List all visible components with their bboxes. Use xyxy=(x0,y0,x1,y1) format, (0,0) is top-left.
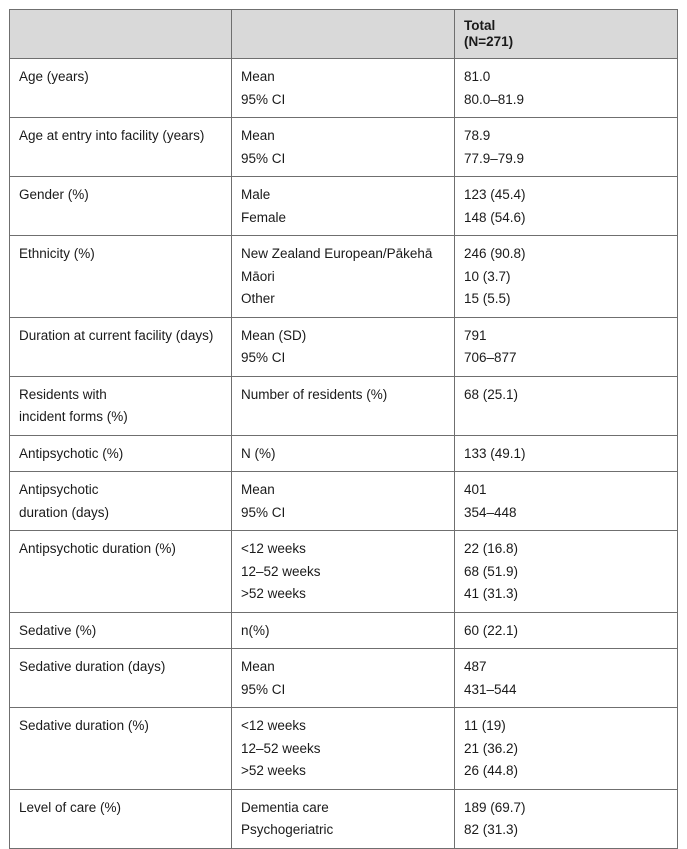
row-label-line: Gender (%) xyxy=(19,187,89,202)
row-measure: 95% CI xyxy=(241,91,286,107)
row-value-cell xyxy=(455,177,678,236)
row-value: 431–544 xyxy=(464,681,517,697)
row-measure-cell xyxy=(232,236,455,318)
row-measure: Female xyxy=(241,209,287,225)
row-value: 15 (5.5) xyxy=(464,291,511,306)
table-row xyxy=(10,317,678,376)
row-label-cell xyxy=(10,376,232,435)
row-value-cell xyxy=(455,236,678,318)
row-label-line: incident forms (%) xyxy=(19,409,128,424)
row-value: 81.0 xyxy=(464,69,491,84)
row-value-cell xyxy=(455,118,678,177)
row-label-cell xyxy=(10,472,232,531)
table-header xyxy=(10,10,678,59)
row-measure-cell xyxy=(232,376,455,435)
row-value: 68 (25.1) xyxy=(464,386,519,402)
row-value: 148 (54.6) xyxy=(464,209,526,225)
row-measure: 95% CI xyxy=(241,150,286,166)
row-measure-cell xyxy=(232,177,455,236)
row-value: 77.9–79.9 xyxy=(464,150,525,166)
table-row xyxy=(10,708,678,790)
row-value-cell xyxy=(455,435,678,472)
row-measure: 12–52 weeks xyxy=(241,740,321,756)
row-label-cell xyxy=(10,118,232,177)
row-measure: Dementia care xyxy=(241,799,329,815)
row-measure: >52 weeks xyxy=(241,763,306,778)
row-label-cell xyxy=(10,789,232,848)
row-measure: 95% CI xyxy=(241,350,286,365)
table-row xyxy=(10,59,678,118)
row-value: 11 (19) xyxy=(464,718,506,733)
row-measure: Psychogeriatric xyxy=(241,822,334,837)
row-label-line: Sedative duration (%) xyxy=(19,718,149,733)
row-label-cell xyxy=(10,435,232,472)
row-label-cell xyxy=(10,177,232,236)
row-measure-cell xyxy=(232,708,455,790)
row-measure-cell xyxy=(232,59,455,118)
row-measure: 95% CI xyxy=(241,504,286,520)
row-label-cell xyxy=(10,649,232,708)
row-value: 246 (90.8) xyxy=(464,246,526,261)
row-label-line: Residents with xyxy=(19,386,107,402)
row-value: 354–448 xyxy=(464,504,517,520)
row-measure-cell xyxy=(232,435,455,472)
table-row xyxy=(10,177,678,236)
row-value: 487 xyxy=(464,659,487,674)
row-label-line: Antipsychotic (%) xyxy=(19,445,124,461)
row-value: 41 (31.3) xyxy=(464,586,519,601)
row-label-cell xyxy=(10,236,232,318)
demographics-table xyxy=(9,9,678,849)
row-measure: <12 weeks xyxy=(241,541,306,556)
row-label-cell xyxy=(10,59,232,118)
row-measure: 12–52 weeks xyxy=(241,563,321,579)
row-measure: Māori xyxy=(241,268,275,284)
table-row xyxy=(10,531,678,613)
row-measure-cell xyxy=(232,649,455,708)
row-measure: New Zealand European/Pākehā xyxy=(241,246,433,261)
row-value: 123 (45.4) xyxy=(464,187,526,202)
row-value: 68 (51.9) xyxy=(464,563,519,579)
row-value: 21 (36.2) xyxy=(464,740,519,756)
row-measure: Number of residents (%) xyxy=(241,386,388,402)
table-row xyxy=(10,376,678,435)
row-value-cell xyxy=(455,376,678,435)
row-label-line: Sedative duration (days) xyxy=(19,659,166,674)
row-value-cell xyxy=(455,317,678,376)
row-value: 78.9 xyxy=(464,128,491,143)
row-value: 706–877 xyxy=(464,350,517,365)
table-row xyxy=(10,118,678,177)
table-row xyxy=(10,435,678,472)
row-measure: Other xyxy=(241,291,275,306)
row-label-line: duration (days) xyxy=(19,504,110,520)
row-value-cell xyxy=(455,612,678,649)
row-measure: 95% CI xyxy=(241,681,286,697)
row-measure-cell xyxy=(232,118,455,177)
row-measure: Mean (SD) xyxy=(241,327,307,343)
table-row xyxy=(10,789,678,848)
row-label-line: Antipsychotic duration (%) xyxy=(19,541,176,556)
row-value-cell xyxy=(455,649,678,708)
table-row xyxy=(10,649,678,708)
row-label-cell xyxy=(10,317,232,376)
row-value: 60 (22.1) xyxy=(464,622,519,638)
header-characteristic xyxy=(10,10,232,59)
row-value: 22 (16.8) xyxy=(464,541,519,556)
table-row xyxy=(10,612,678,649)
row-measure: Male xyxy=(241,187,271,202)
row-measure-cell xyxy=(232,531,455,613)
row-measure: Mean xyxy=(241,69,275,84)
row-label-line: Duration at current facility (days) xyxy=(19,327,214,343)
row-value-cell xyxy=(455,789,678,848)
row-value: 189 (69.7) xyxy=(464,799,526,815)
row-label-cell xyxy=(10,708,232,790)
header-total-title: Total xyxy=(464,18,496,33)
row-label-cell xyxy=(10,612,232,649)
row-value: 791 xyxy=(464,327,487,343)
row-value-cell xyxy=(455,472,678,531)
row-label-line: Sedative (%) xyxy=(19,622,97,638)
row-value-cell xyxy=(455,708,678,790)
header-total-n: (N=271) xyxy=(464,34,514,49)
row-measure: Mean xyxy=(241,659,275,674)
header-measure xyxy=(232,10,455,59)
row-label-line: Antipsychotic xyxy=(19,482,99,497)
header-total xyxy=(455,10,678,59)
row-measure: N (%) xyxy=(241,445,276,461)
row-value: 133 (49.1) xyxy=(464,445,526,461)
row-measure: n(%) xyxy=(241,622,270,638)
row-value: 26 (44.8) xyxy=(464,763,519,778)
row-measure-cell xyxy=(232,472,455,531)
row-measure: Mean xyxy=(241,482,275,497)
row-value: 80.0–81.9 xyxy=(464,91,525,107)
table-body xyxy=(10,59,678,849)
row-label-line: Age at entry into facility (years) xyxy=(19,128,205,143)
header-row xyxy=(10,10,678,59)
row-measure: >52 weeks xyxy=(241,586,306,601)
row-value-cell xyxy=(455,59,678,118)
row-measure-cell xyxy=(232,789,455,848)
row-measure: <12 weeks xyxy=(241,718,306,733)
table-row xyxy=(10,472,678,531)
row-label-cell xyxy=(10,531,232,613)
row-value: 82 (31.3) xyxy=(464,822,519,837)
row-measure: Mean xyxy=(241,128,275,143)
row-label-line: Ethnicity (%) xyxy=(19,246,95,261)
row-label-line: Age (years) xyxy=(19,69,89,84)
table-container xyxy=(9,9,677,849)
table-row xyxy=(10,236,678,318)
row-value: 10 (3.7) xyxy=(464,268,511,284)
row-value: 401 xyxy=(464,482,487,497)
row-label-line: Level of care (%) xyxy=(19,799,122,815)
row-measure-cell xyxy=(232,612,455,649)
row-value-cell xyxy=(455,531,678,613)
row-measure-cell xyxy=(232,317,455,376)
